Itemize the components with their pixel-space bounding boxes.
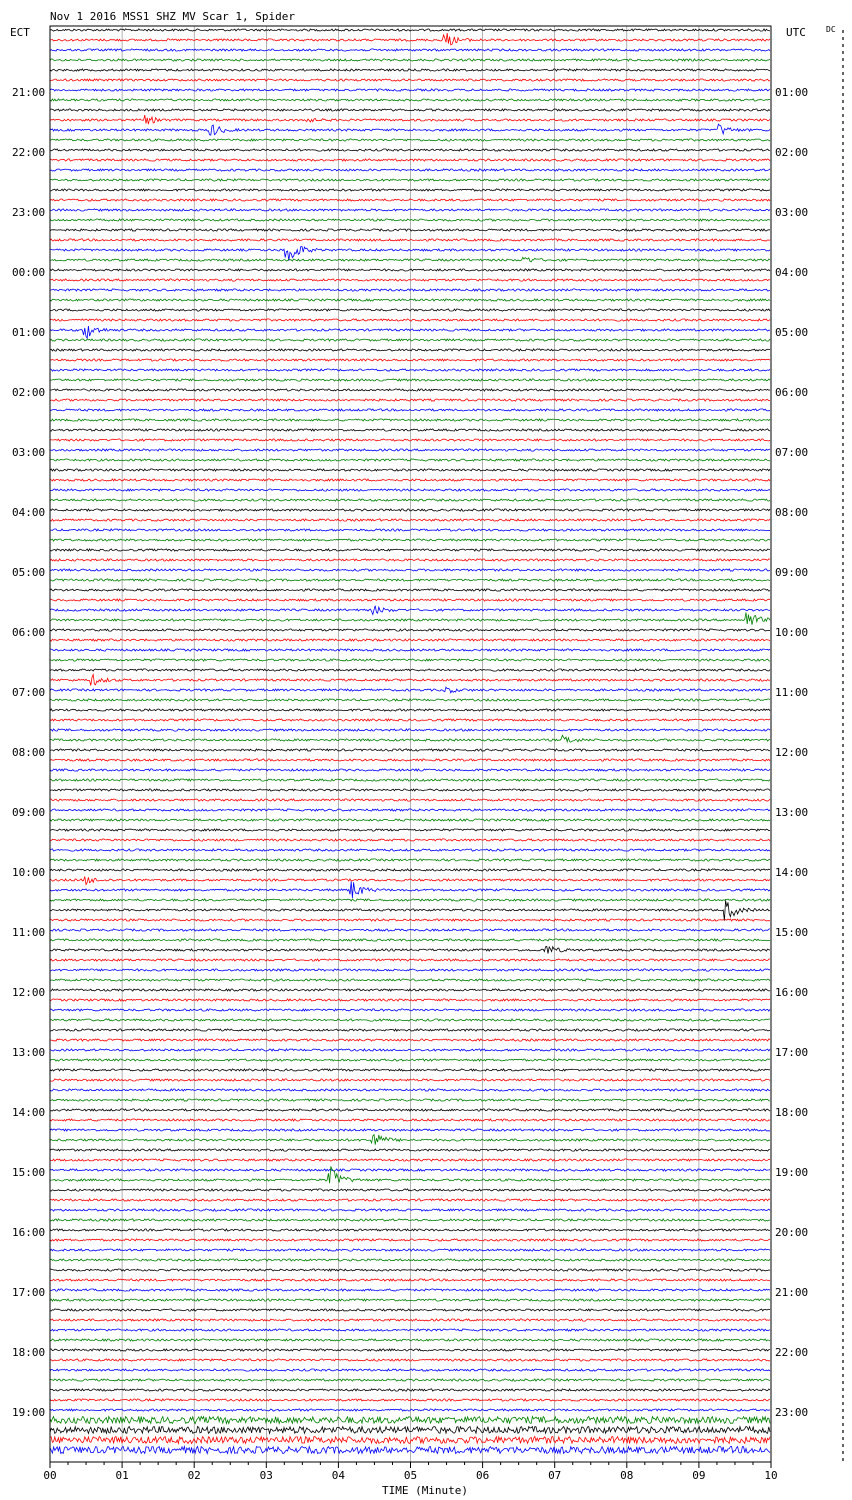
right-hour-label: 21:00 (775, 1286, 809, 1299)
trace-line (50, 859, 770, 861)
right-hour-label: 05:00 (775, 326, 809, 339)
trace-line (50, 519, 770, 521)
right-hour-label: 15:00 (775, 926, 809, 939)
trace-line (50, 247, 770, 261)
right-hour-label: 20:00 (775, 1226, 809, 1239)
trace-line (50, 389, 770, 391)
trace-line (50, 947, 770, 954)
trace-line (50, 1099, 770, 1101)
trace-line (50, 69, 770, 71)
trace-line (50, 1289, 770, 1291)
right-hour-label: 13:00 (775, 806, 809, 819)
trace-line (50, 839, 770, 841)
trace-line (50, 899, 770, 901)
trace-line (50, 379, 770, 381)
left-hour-labels (12, 86, 45, 1419)
trace-line (50, 199, 770, 201)
left-hour-label: 07:00 (12, 686, 46, 699)
trace-line (50, 449, 770, 451)
trace-line (50, 539, 770, 541)
right-hour-label: 17:00 (775, 1046, 809, 1059)
trace-line (50, 1029, 770, 1031)
trace-line (50, 499, 770, 501)
trace-line (50, 799, 770, 801)
trace-line (50, 900, 770, 920)
right-hour-label: 08:00 (775, 506, 809, 519)
trace-line (50, 569, 770, 571)
left-axis-label: ECT (10, 26, 30, 39)
trace-line (50, 79, 770, 81)
left-hour-label: 16:00 (12, 1226, 46, 1239)
trace-line (50, 579, 770, 581)
trace-line (50, 369, 770, 371)
trace-line (50, 1299, 770, 1301)
trace-line (50, 1109, 770, 1111)
trace-line (50, 809, 770, 811)
left-hour-label: 15:00 (12, 1166, 46, 1179)
trace-line (50, 1219, 770, 1221)
trace-line (50, 1359, 770, 1361)
trace-line (50, 229, 770, 231)
trace-line (50, 1339, 770, 1341)
right-hour-labels (775, 86, 808, 1419)
left-hour-label: 23:00 (12, 206, 46, 219)
trace-line (50, 599, 770, 601)
trace-line (50, 1135, 770, 1145)
trace-line (50, 139, 770, 141)
trace-line (50, 1039, 770, 1041)
x-tick-label-09: 09 (692, 1469, 706, 1482)
trace-line (50, 989, 770, 991)
right-hour-label: 12:00 (775, 746, 809, 759)
trace-line (50, 1309, 770, 1311)
left-hour-label: 06:00 (12, 626, 46, 639)
trace-line (50, 1389, 770, 1391)
trace-line (50, 675, 770, 686)
chart-title: Nov 1 2016 MSS1 SHZ MV Scar 1, Spider (50, 10, 296, 23)
trace-line (50, 719, 770, 721)
trace-line (50, 209, 770, 211)
seismic-traces (50, 29, 770, 1454)
right-hour-label: 16:00 (775, 986, 809, 999)
trace-line (50, 919, 770, 921)
trace-line (50, 269, 770, 271)
left-hour-label: 04:00 (12, 506, 46, 519)
trace-line (50, 1069, 770, 1071)
trace-line (50, 789, 770, 791)
trace-line (50, 49, 770, 51)
trace-line (50, 1379, 770, 1381)
left-hour-label: 02:00 (12, 386, 46, 399)
trace-line (50, 639, 770, 641)
right-hour-label: 23:00 (775, 1406, 809, 1419)
left-hour-label: 19:00 (12, 1406, 46, 1419)
trace-line (50, 33, 770, 45)
trace-line (50, 349, 770, 351)
right-hour-label: 19:00 (775, 1166, 809, 1179)
x-tick-label-05: 05 (403, 1469, 418, 1482)
trace-line (50, 1009, 770, 1011)
x-tick-labels (43, 1462, 777, 1482)
trace-line (50, 99, 770, 101)
trace-line (50, 1427, 770, 1434)
trace-line (50, 1399, 770, 1401)
trace-line (50, 115, 770, 124)
trace-line (50, 979, 770, 981)
trace-line (50, 469, 770, 471)
trace-line (50, 779, 770, 781)
right-hour-label: 01:00 (775, 86, 809, 99)
trace-line (50, 735, 770, 742)
trace-line (50, 509, 770, 511)
trace-line (50, 687, 770, 693)
trace-line (50, 479, 770, 481)
x-axis-label: TIME (Minute) (381, 1484, 469, 1497)
trace-line (50, 1269, 770, 1271)
right-hour-label: 10:00 (775, 626, 809, 639)
trace-line (50, 1229, 770, 1231)
trace-line (50, 1329, 770, 1331)
trace-line (50, 219, 770, 221)
right-hour-label: 14:00 (775, 866, 809, 879)
left-hour-label: 21:00 (12, 86, 46, 99)
trace-line (50, 439, 770, 441)
x-tick-label-02: 02 (187, 1469, 201, 1482)
trace-line (50, 1079, 770, 1081)
trace-line (50, 729, 770, 731)
trace-line (50, 459, 770, 461)
trace-line (50, 319, 770, 321)
left-hour-label: 10:00 (12, 866, 46, 879)
trace-line (50, 759, 770, 761)
trace-line (50, 239, 770, 241)
trace-line (50, 939, 770, 941)
trace-line (50, 882, 770, 898)
trace-line (50, 299, 770, 301)
trace-line (50, 999, 770, 1001)
x-tick-label-01: 01 (115, 1469, 129, 1482)
trace-line (50, 559, 770, 561)
left-hour-label: 08:00 (12, 746, 46, 759)
trace-line (50, 59, 770, 61)
left-hour-label: 12:00 (12, 986, 46, 999)
trace-line (50, 289, 770, 291)
trace-line (50, 1319, 770, 1321)
right-hour-label: 02:00 (775, 146, 809, 159)
x-tick-label-00: 00 (43, 1469, 57, 1482)
trace-line (50, 359, 770, 361)
trace-line (50, 1349, 770, 1351)
right-hour-label: 07:00 (775, 446, 809, 459)
trace-line (50, 1119, 770, 1121)
trace-line (50, 1089, 770, 1091)
trace-line (50, 1447, 770, 1454)
right-hour-label: 06:00 (775, 386, 809, 399)
trace-line (50, 1437, 770, 1444)
trace-line (50, 1279, 770, 1281)
trace-line (50, 309, 770, 311)
trace-line (50, 659, 770, 661)
trace-line (50, 89, 770, 91)
trace-line (50, 169, 770, 171)
trace-line (50, 1409, 770, 1411)
trace-line (50, 326, 770, 338)
x-tick-label-07: 07 (548, 1469, 562, 1482)
trace-line (50, 649, 770, 651)
trace-line (50, 399, 770, 401)
side-marker: DC (826, 25, 836, 34)
trace-line (50, 769, 770, 771)
trace-line (50, 419, 770, 421)
trace-line (50, 1369, 770, 1371)
left-hour-label: 18:00 (12, 1346, 46, 1359)
trace-line (50, 279, 770, 281)
trace-line (50, 1159, 770, 1161)
trace-line (50, 1129, 770, 1131)
right-hour-label: 18:00 (775, 1106, 809, 1119)
trace-line (50, 606, 770, 615)
left-hour-label: 03:00 (12, 446, 46, 459)
right-hour-label: 03:00 (775, 206, 809, 219)
trace-line (50, 409, 770, 411)
trace-line (50, 749, 770, 751)
x-tick-label-04: 04 (331, 1469, 346, 1482)
left-hour-label: 14:00 (12, 1106, 46, 1119)
trace-line (50, 1169, 770, 1171)
trace-line (50, 1239, 770, 1241)
trace-line (50, 429, 770, 431)
trace-line (50, 1019, 770, 1021)
trace-line (50, 1259, 770, 1261)
trace-line (50, 109, 770, 111)
right-hour-label: 09:00 (775, 566, 809, 579)
right-hour-label: 22:00 (775, 1346, 809, 1359)
trace-line (50, 1149, 770, 1151)
trace-line (50, 1199, 770, 1201)
x-tick-label-10: 10 (764, 1469, 778, 1482)
trace-line (50, 29, 770, 31)
trace-line (50, 869, 770, 871)
right-hour-label: 04:00 (775, 266, 809, 279)
trace-line (50, 489, 770, 491)
x-tick-label-06: 06 (475, 1469, 490, 1482)
trace-line (50, 257, 770, 262)
trace-line (50, 1189, 770, 1191)
trace-line (50, 339, 770, 341)
trace-line (50, 929, 770, 931)
left-hour-label: 09:00 (12, 806, 46, 819)
trace-line (50, 877, 770, 885)
trace-line (50, 959, 770, 961)
grid-lines (50, 26, 771, 1462)
trace-line (50, 589, 770, 591)
trace-line (50, 159, 770, 161)
trace-line (50, 669, 770, 671)
trace-line (50, 1049, 770, 1051)
left-hour-label: 01:00 (12, 326, 46, 339)
right-axis-label: UTC (786, 26, 806, 39)
x-tick-label-08: 08 (620, 1469, 634, 1482)
left-hour-label: 17:00 (12, 1286, 46, 1299)
left-hour-label: 11:00 (12, 926, 46, 939)
x-tick-label-03: 03 (259, 1469, 273, 1482)
trace-line (50, 849, 770, 851)
trace-line (50, 549, 770, 551)
trace-line (50, 709, 770, 711)
trace-line (50, 829, 770, 831)
trace-line (50, 1417, 770, 1424)
trace-line (50, 1249, 770, 1251)
left-hour-label: 05:00 (12, 566, 46, 579)
trace-line (50, 819, 770, 821)
trace-line (50, 529, 770, 531)
trace-line (50, 969, 770, 971)
left-hour-label: 13:00 (12, 1046, 46, 1059)
trace-line (50, 179, 770, 181)
trace-line (50, 1209, 770, 1211)
trace-line (50, 149, 770, 151)
trace-line (50, 189, 770, 191)
trace-line (50, 629, 770, 631)
trace-line (50, 1059, 770, 1061)
left-hour-label: 22:00 (12, 146, 46, 159)
right-hour-label: 11:00 (775, 686, 809, 699)
trace-line (50, 613, 770, 625)
trace-line (50, 699, 770, 701)
trace-line (50, 124, 770, 135)
left-hour-label: 00:00 (12, 266, 46, 279)
